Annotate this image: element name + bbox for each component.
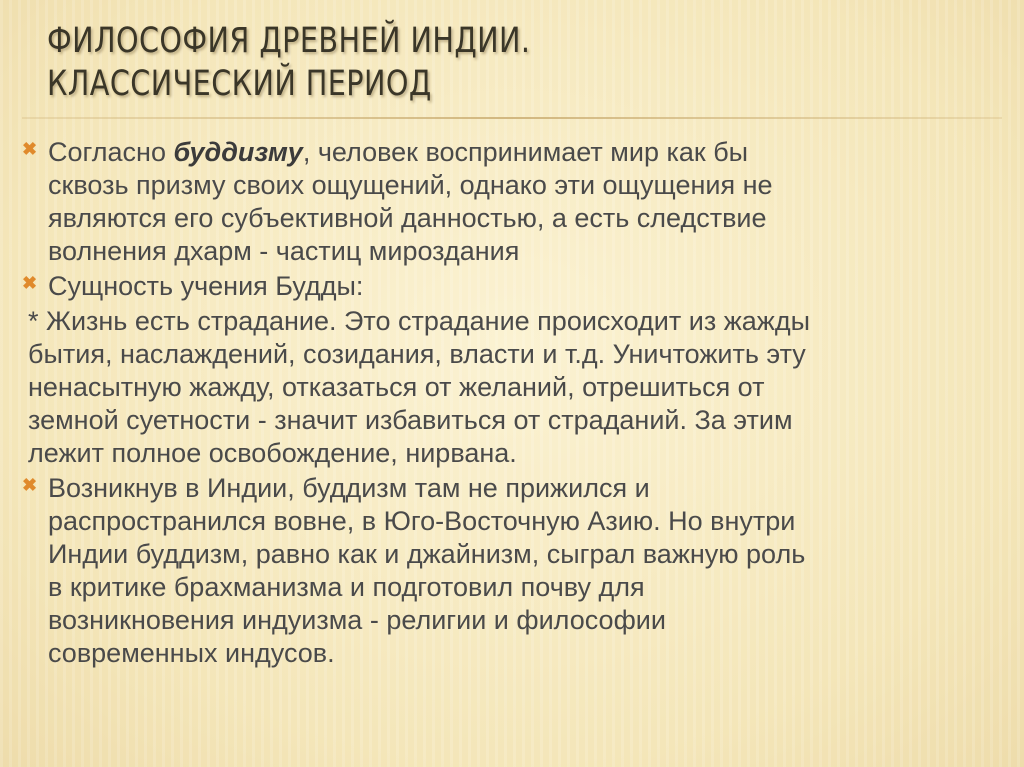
text-line: современных индусов. — [48, 638, 335, 668]
title-divider — [22, 117, 1002, 119]
emphasized-term: буддизму — [173, 137, 303, 167]
text-line — [48, 136, 980, 169]
text-line: Возникнув в Индии, буддизм там не прижился и — [48, 473, 650, 503]
title-line-1: ФИЛОСОФИЯ ДРЕВНЕЙ ИНДИИ. — [47, 21, 531, 61]
slide-content — [20, 136, 980, 672]
text-line: ненасытную жажду, отказаться от желаний, отрешиться от — [28, 372, 765, 402]
text-line: земной суетности - значит избавиться от страданий. За этим — [28, 405, 793, 435]
title-line-2: КЛАССИЧЕСКИЙ ПЕРИОД — [47, 64, 432, 104]
text-line: лежит полное освобождение, нирвана. — [28, 438, 517, 468]
text-line: бытия, наслаждений, созидания, власти и т.д. Уничтожить эту — [28, 339, 806, 369]
text-line: являются его субъективной данностью, а есть следствие — [48, 203, 767, 233]
text-line: распространился вовне, в Юго-Восточную Азию. Но внутри — [48, 506, 796, 536]
bullet-buddhism-spread — [20, 472, 980, 670]
x-mark-icon: ✖ — [22, 475, 38, 495]
text-line: * Жизнь есть страдание. Это страдание происходит из жажды — [28, 306, 810, 336]
x-mark-icon: ✖ — [22, 273, 38, 293]
text-line: в критике брахманизма и подготовил почву для — [48, 572, 645, 602]
text-line: Сущность учения Будды: — [48, 271, 364, 301]
bullet-buddha-teaching — [20, 270, 980, 303]
text-line: сквозь призму своих ощущений, однако эти ощущения не — [48, 170, 773, 200]
text-fragment: Согласно — [48, 137, 174, 167]
text-line: Индии буддизм, равно как и джайнизм, сыграл важную роль — [48, 539, 806, 569]
x-mark-icon: ✖ — [22, 139, 38, 159]
bullet-buddhism-perception — [20, 136, 980, 268]
text-fragment: , человек воспринимает мир как бы — [302, 137, 749, 167]
slide-title — [47, 20, 949, 106]
text-line: волнения дхарм - частиц мироздания — [48, 236, 520, 266]
text-line: возникновения индуизма - религии и философии — [48, 605, 666, 635]
sub-item-suffering — [20, 305, 980, 470]
